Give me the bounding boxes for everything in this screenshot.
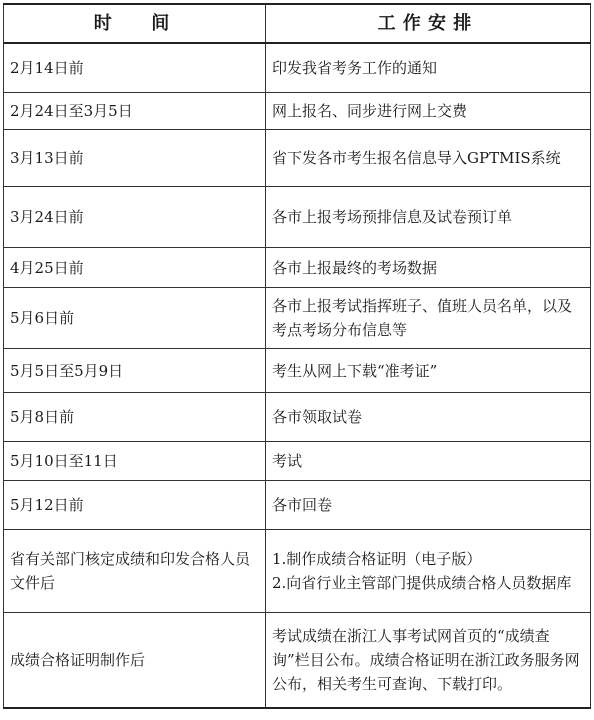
time-cell: 2月24日至3月5日 [4,93,266,130]
time-cell: 4月25日前 [4,248,266,288]
time-cell: 5月10日至11日 [4,442,266,481]
task-cell: 考试 [266,442,591,481]
column-header-arrangement: 工作安排 [266,4,591,43]
time-cell: 5月12日前 [4,481,266,530]
table-row [4,288,591,349]
time-cell: 成绩合格证明制作后 [4,613,266,709]
task-cell: 各市回卷 [266,481,591,530]
time-cell: 3月24日前 [4,187,266,248]
table-row [4,393,591,442]
task-cell: 各市上报考试指挥班子、值班人员名单，以及考点考场分布信息等 [266,288,591,349]
task-cell: 省下发各市考生报名信息导入GPTMIS系统 [266,130,591,187]
table-row [4,43,591,93]
task-cell: 印发我省考务工作的通知 [266,43,591,93]
table-row [4,349,591,393]
table-row [4,481,591,530]
time-cell: 3月13日前 [4,130,266,187]
task-cell: 各市领取试卷 [266,393,591,442]
time-cell: 2月14日前 [4,43,266,93]
time-cell: 省有关部门核定成绩和印发合格人员文件后 [4,530,266,613]
task-cell: 网上报名、同步进行网上交费 [266,93,591,130]
time-cell: 5月8日前 [4,393,266,442]
task-cell: 考生从网上下载“准考证” [266,349,591,393]
column-header-time: 时间 [4,4,266,43]
table-row [4,442,591,481]
schedule-table [3,3,591,709]
table-row [4,248,591,288]
task-cell: 各市上报最终的考场数据 [266,248,591,288]
table-row [4,613,591,709]
table-row [4,130,591,187]
time-cell: 5月6日前 [4,288,266,349]
table-row [4,93,591,130]
time-cell: 5月5日至5月9日 [4,349,266,393]
task-cell: 各市上报考场预排信息及试卷预订单 [266,187,591,248]
task-cell [266,530,591,613]
table-header-row [4,4,591,43]
table-row [4,187,591,248]
task-cell: 考试成绩在浙江人事考试网首页的“成绩查询”栏目公布。成绩合格证明在浙江政务服务网公布，相关考生可查询、下载打印。 [266,613,591,709]
task-text: 1.制作成绩合格证明（电子版） 2.向省行业主管部门提供成绩合格人员数据库 [272,550,572,592]
table-row [4,530,591,613]
